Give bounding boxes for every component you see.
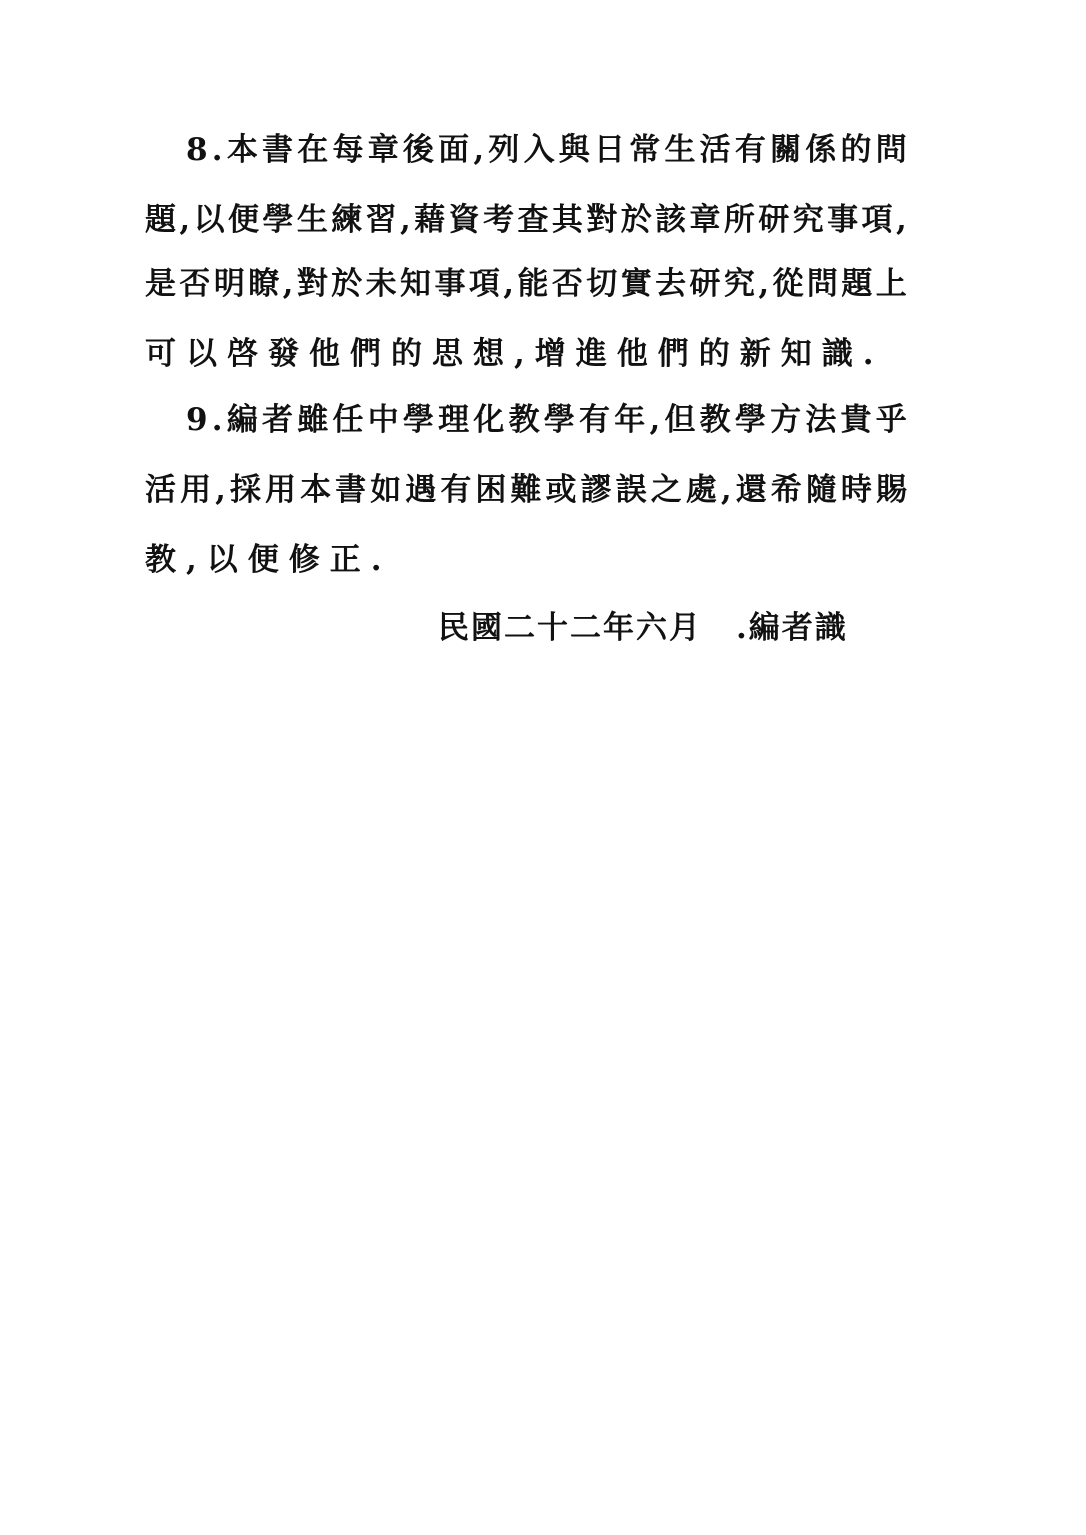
signature-author: .編者識: [736, 610, 848, 646]
paragraph-8-line-1: 8 . 本 書 在 每 章 後 面 , 列 入 與 日 常 生 活 有 關 係 的 問: [186, 132, 907, 168]
paragraph-9-line-2: 活 用 , 採 用 本 書 如 遇 有 困 難 或 謬 誤 之 處 , 還 希 隨 時 賜: [145, 472, 907, 508]
paragraph-8-line-3: 是 否 明 瞭 , 對 於 未 知 事 項 , 能 否 切 實 去 研 究 , 從 問 題 上: [145, 266, 907, 302]
paragraph-8-line-2: 題 , 以 便 學 生 練 習 , 藉 資 考 查 其 對 於 該 章 所 研 究 事 項 ,: [145, 202, 907, 238]
paragraph-8-line-4: 可 以 啓 發 他 們 的 思 想 , 增 進 他 們 的 新 知 識 .: [145, 336, 874, 372]
signature-date: 民國二十二年六月: [438, 610, 702, 646]
paragraph-9-line-1: 9 . 編 者 雖 任 中 學 理 化 教 學 有 年 , 但 教 學 方 法 貴 乎: [186, 402, 907, 438]
signature-line: [438, 608, 848, 648]
paragraph-9-line-3: 教 , 以 便 修 正 .: [145, 542, 382, 578]
